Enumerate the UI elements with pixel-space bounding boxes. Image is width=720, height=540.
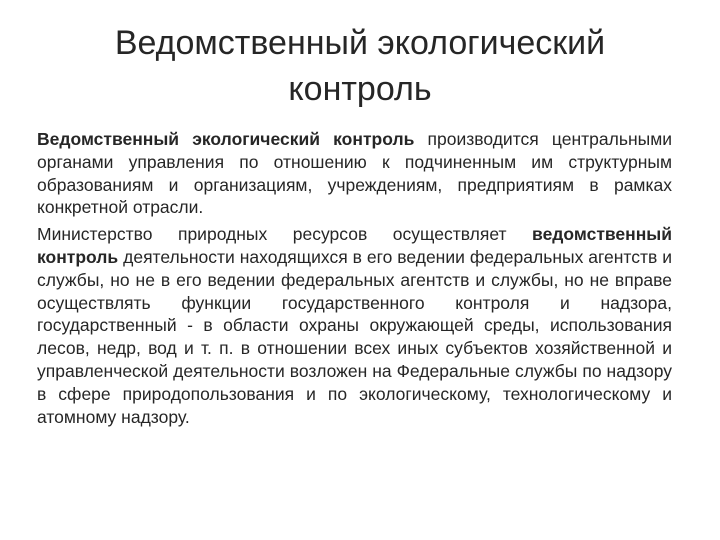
paragraph-1-text: производится центральными органами управления по отношению к подчиненным им структурным образованиям и организациям, учреждениям, предприятиям в рамках конкретной отрасли. (37, 129, 673, 218)
paragraph-2 (37, 223, 672, 428)
slide-body (37, 128, 672, 432)
slide-title-line-2: контроль (288, 70, 432, 108)
paragraph-2-text-before: Министерство природных ресурсов осуществляет (37, 224, 533, 245)
paragraph-1-bold-term: Ведомственный экологический контроль (37, 129, 415, 149)
slide-title (60, 20, 660, 112)
slide-title-line-1: Ведомственный экологический (114, 24, 606, 62)
paragraph-2-bold-term: ведомственный контроль (37, 224, 672, 267)
paragraph-1 (37, 128, 672, 219)
paragraph-2-text-after: деятельности находящихся в его ведении федеральных агентств и службы, но не в его ведении федеральных агентств и службы, но не вправе осуществлять функции государственного контроля и надзора, государственный - в области охраны окружающей среды, использования лесов, недр, вод и т. п. в отношении всех иных субъектов хозяйственной и управленческой деятельности возложен на Федеральные службы по надзору в сфере природопользования и по экологическому, технологическому и атомному надзору. (37, 246, 672, 427)
